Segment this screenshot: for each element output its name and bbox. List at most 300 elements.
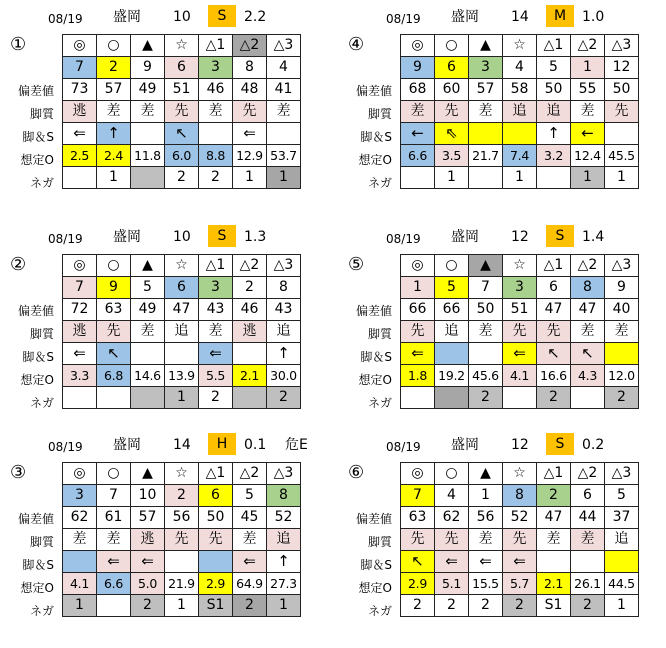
grid-cell: 7 <box>469 277 503 299</box>
race-venue: 盛岡 <box>451 9 479 25</box>
grid-cell <box>199 551 233 573</box>
grid-cell: ☆ <box>165 463 199 485</box>
grid-cell: 6 <box>165 57 199 79</box>
grid-cell: ⇐ <box>199 343 233 365</box>
grid-cell: 47 <box>571 299 605 321</box>
grid-cell: 2.1 <box>537 573 571 595</box>
grid-cell: 差 <box>131 101 165 123</box>
row-label: 偏差値 <box>17 512 54 526</box>
row-label: ネガ <box>29 176 54 190</box>
grid-cell: 差 <box>97 101 131 123</box>
grid-cell: 47 <box>537 299 571 321</box>
race-venue: 盛岡 <box>113 437 141 453</box>
runner-count: 12 <box>511 437 529 453</box>
grid-cell: 1 <box>571 57 605 79</box>
grid-cell <box>503 387 537 409</box>
grid-cell: ↖ <box>165 123 199 145</box>
row-label: ネガ <box>367 176 392 190</box>
race-grade-badge: S <box>208 5 236 27</box>
row-label: 脚質 <box>367 107 392 121</box>
grid-cell: 追 <box>267 321 301 343</box>
grid-cell: ▲ <box>469 35 503 57</box>
running-style-row <box>63 321 301 343</box>
grid-cell <box>435 343 469 365</box>
grid-cell: 2 <box>469 595 503 617</box>
grid-cell: 62 <box>435 507 469 529</box>
estimated-odds-row <box>63 145 301 167</box>
danger-tag: 危E <box>285 437 308 453</box>
grid-cell: 57 <box>97 79 131 101</box>
grid-cell: ⇖ <box>435 123 469 145</box>
race-header <box>10 224 332 248</box>
grid-cell <box>401 387 435 409</box>
grid-cell: ↖ <box>571 343 605 365</box>
grid-cell: 差 <box>469 321 503 343</box>
grid-cell <box>605 343 639 365</box>
grid-cell: △1 <box>537 35 571 57</box>
grid-cell: 5 <box>605 485 639 507</box>
grid-cell: ⇐ <box>233 551 267 573</box>
pace-row <box>401 551 639 573</box>
grid-cell: 1 <box>435 167 469 189</box>
race-grid <box>400 34 639 189</box>
runner-count: 12 <box>511 229 529 245</box>
grid-cell: 差 <box>401 101 435 123</box>
grid-cell: ↖ <box>537 343 571 365</box>
negative-row <box>401 595 639 617</box>
grid-cell: 58 <box>503 79 537 101</box>
grid-cell: 3.2 <box>537 145 571 167</box>
row-label: 脚＆S <box>360 130 392 144</box>
grid-cell: 44 <box>571 507 605 529</box>
grid-cell: 14.6 <box>131 365 165 387</box>
grid-cell: 先 <box>165 101 199 123</box>
grid-cell: 先 <box>537 321 571 343</box>
grid-cell: 先 <box>605 101 639 123</box>
negative-row <box>63 167 301 189</box>
grid-cell: 46 <box>233 299 267 321</box>
grid-cell: 30.0 <box>267 365 301 387</box>
grid-cell <box>63 167 97 189</box>
grid-cell: 3 <box>199 57 233 79</box>
race-panel <box>348 4 666 214</box>
grid-cell: 7 <box>401 485 435 507</box>
grid-cell: 3 <box>469 57 503 79</box>
mark-row <box>63 35 301 57</box>
grid-cell: 4.1 <box>63 573 97 595</box>
grid-cell: 2 <box>165 167 199 189</box>
grid-cell: ⇐ <box>131 551 165 573</box>
grid-cell: 4.1 <box>503 365 537 387</box>
horse-number-row <box>401 57 639 79</box>
grid-cell: 8 <box>571 277 605 299</box>
grid-cell <box>131 123 165 145</box>
grid-cell: 5.1 <box>435 573 469 595</box>
grid-cell: ◎ <box>401 35 435 57</box>
horse-number-row <box>401 277 639 299</box>
row-label: 偏差値 <box>355 84 392 98</box>
grid-cell: 1 <box>233 167 267 189</box>
deviation-row <box>401 299 639 321</box>
grid-cell: 19.2 <box>435 365 469 387</box>
grid-cell: 2 <box>537 485 571 507</box>
grid-cell: △1 <box>199 35 233 57</box>
grid-cell <box>165 551 199 573</box>
race-venue: 盛岡 <box>113 229 141 245</box>
race-date: 08/19 <box>386 440 421 454</box>
grid-cell: △3 <box>267 35 301 57</box>
grid-cell: 追 <box>605 529 639 551</box>
grid-cell: ◎ <box>401 463 435 485</box>
grid-cell: 逃 <box>131 529 165 551</box>
row-label: 脚＆S <box>360 558 392 572</box>
race-number: ⑤ <box>348 254 365 275</box>
race-date: 08/19 <box>48 12 83 26</box>
grid-cell: 2 <box>131 595 165 617</box>
grid-cell <box>131 343 165 365</box>
grid-cell: 4 <box>503 57 537 79</box>
deviation-row <box>63 299 301 321</box>
mark-row <box>401 35 639 57</box>
race-header <box>348 432 666 456</box>
race-date: 08/19 <box>386 232 421 246</box>
grid-cell: 50 <box>469 299 503 321</box>
grid-cell: 9 <box>401 57 435 79</box>
grid-cell: 47 <box>165 299 199 321</box>
grid-cell: 43 <box>267 299 301 321</box>
grid-cell <box>401 167 435 189</box>
grid-cell: 1 <box>97 167 131 189</box>
grid-cell: 差 <box>63 529 97 551</box>
grid-cell: 45 <box>233 507 267 529</box>
grid-cell: 21.7 <box>469 145 503 167</box>
row-label: 脚＆S <box>22 350 54 364</box>
mark-row <box>401 255 639 277</box>
grid-cell: 50 <box>199 507 233 529</box>
grid-cell: 先 <box>97 321 131 343</box>
race-grid <box>400 462 639 617</box>
grid-cell: ↑ <box>267 343 301 365</box>
grid-cell: 72 <box>63 299 97 321</box>
grid-cell: 1 <box>469 485 503 507</box>
grid-cell: △2 <box>571 255 605 277</box>
grid-cell <box>233 343 267 365</box>
grid-cell <box>537 551 571 573</box>
mark-row <box>63 255 301 277</box>
grid-cell: ▲ <box>131 255 165 277</box>
grid-cell: 12.4 <box>571 145 605 167</box>
runner-count: 10 <box>173 9 191 25</box>
pace-row <box>63 343 301 365</box>
race-panel <box>348 432 666 642</box>
row-label: 脚＆S <box>360 350 392 364</box>
race-grade-badge: H <box>208 433 236 455</box>
race-number: ② <box>10 254 27 275</box>
grid-cell: 55 <box>571 79 605 101</box>
grid-cell: 3 <box>63 485 97 507</box>
row-label: ネガ <box>367 604 392 618</box>
grid-cell: ⇐ <box>469 551 503 573</box>
grid-cell: 2.5 <box>63 145 97 167</box>
race-grid <box>62 34 301 189</box>
grid-cell: 8 <box>267 277 301 299</box>
grid-cell: 差 <box>233 529 267 551</box>
grid-cell: 7 <box>97 485 131 507</box>
row-label: 想定O <box>358 153 392 167</box>
grid-cell: ⇐ <box>401 343 435 365</box>
negative-row <box>63 387 301 409</box>
grid-cell: ○ <box>435 255 469 277</box>
grid-cell <box>435 387 469 409</box>
grid-cell: 差 <box>97 529 131 551</box>
grid-cell: 差 <box>571 529 605 551</box>
grid-cell: ↑ <box>97 123 131 145</box>
grid-cell: 追 <box>503 101 537 123</box>
horse-number-row <box>63 485 301 507</box>
grid-cell: 先 <box>503 529 537 551</box>
grid-cell <box>537 167 571 189</box>
grid-cell: ↖ <box>97 343 131 365</box>
grid-cell: 56 <box>469 507 503 529</box>
negative-row <box>401 167 639 189</box>
row-label: 想定O <box>20 153 54 167</box>
grid-cell: 2 <box>401 595 435 617</box>
grid-cell: ☆ <box>503 35 537 57</box>
grid-cell: 7.4 <box>503 145 537 167</box>
grid-cell <box>503 123 537 145</box>
race-grade-badge: M <box>546 5 574 27</box>
grid-cell: 47 <box>537 507 571 529</box>
grid-cell: 45.6 <box>469 365 503 387</box>
grid-cell <box>571 551 605 573</box>
race-grid <box>62 462 301 617</box>
grid-cell: 追 <box>537 101 571 123</box>
running-style-row <box>401 529 639 551</box>
grid-cell: ○ <box>435 35 469 57</box>
race-grid <box>62 254 301 409</box>
race-panel <box>10 224 332 434</box>
grid-cell: 2 <box>199 387 233 409</box>
row-label: 脚＆S <box>22 558 54 572</box>
grid-cell: 26.1 <box>571 573 605 595</box>
grid-cell: ◎ <box>63 35 97 57</box>
deviation-row <box>401 507 639 529</box>
grid-cell: 63 <box>401 507 435 529</box>
grid-cell: 13.9 <box>165 365 199 387</box>
grid-cell: 48 <box>233 79 267 101</box>
grid-cell: 差 <box>469 101 503 123</box>
race-panel <box>348 224 666 434</box>
grid-cell: 40 <box>605 299 639 321</box>
grid-cell: △2 <box>233 463 267 485</box>
estimated-odds-row <box>63 573 301 595</box>
grid-cell <box>267 123 301 145</box>
grid-cell: 先 <box>435 529 469 551</box>
grid-cell: △2 <box>571 35 605 57</box>
deviation-row <box>401 79 639 101</box>
race-odds: 1.3 <box>244 229 267 245</box>
race-grade-badge: S <box>546 433 574 455</box>
running-style-row <box>63 101 301 123</box>
grid-cell <box>63 387 97 409</box>
row-label: 偏差値 <box>17 84 54 98</box>
race-header <box>348 224 666 248</box>
grid-cell <box>571 387 605 409</box>
grid-cell <box>469 167 503 189</box>
grid-cell: 8.8 <box>199 145 233 167</box>
race-odds: 1.0 <box>582 9 605 25</box>
grid-cell: 2 <box>233 277 267 299</box>
grid-cell: 50 <box>537 79 571 101</box>
grid-cell: 6.0 <box>165 145 199 167</box>
grid-cell: 64.9 <box>233 573 267 595</box>
grid-cell: ▲ <box>131 463 165 485</box>
grid-cell: 44.5 <box>605 573 639 595</box>
grid-cell: ⇐ <box>503 343 537 365</box>
negative-row <box>63 595 301 617</box>
grid-cell: 追 <box>267 529 301 551</box>
row-label: 脚質 <box>29 535 54 549</box>
grid-cell: 56 <box>165 507 199 529</box>
grid-cell: ▲ <box>469 255 503 277</box>
horse-number-row <box>401 485 639 507</box>
pace-row <box>63 123 301 145</box>
grid-cell: 12 <box>605 57 639 79</box>
grid-cell: ○ <box>435 463 469 485</box>
race-odds: 1.4 <box>582 229 605 245</box>
grid-cell <box>199 123 233 145</box>
grid-cell: 2 <box>469 387 503 409</box>
pace-row <box>401 123 639 145</box>
grid-cell: 52 <box>267 507 301 529</box>
grid-cell: ⇐ <box>435 551 469 573</box>
grid-cell: 52 <box>503 507 537 529</box>
grid-cell: 差 <box>537 529 571 551</box>
running-style-row <box>401 321 639 343</box>
grid-cell: 57 <box>469 79 503 101</box>
grid-cell: 66 <box>401 299 435 321</box>
horse-number-row <box>63 57 301 79</box>
grid-cell: 49 <box>131 299 165 321</box>
race-panel <box>10 432 332 642</box>
pace-row <box>63 551 301 573</box>
grid-cell: 6.8 <box>97 365 131 387</box>
grid-cell: 12.0 <box>605 365 639 387</box>
grid-cell: △1 <box>537 255 571 277</box>
grid-cell: 46 <box>199 79 233 101</box>
grid-cell: 2 <box>435 595 469 617</box>
grid-cell: 2 <box>267 387 301 409</box>
grid-cell: 2 <box>605 387 639 409</box>
grid-cell: ☆ <box>165 35 199 57</box>
grid-cell: 27.3 <box>267 573 301 595</box>
runner-count: 10 <box>173 229 191 245</box>
grid-cell <box>97 387 131 409</box>
row-label: ネガ <box>367 396 392 410</box>
grid-cell: 51 <box>165 79 199 101</box>
grid-cell: 5 <box>537 57 571 79</box>
grid-cell: 1 <box>267 167 301 189</box>
grid-cell: 逃 <box>63 101 97 123</box>
grid-cell <box>469 123 503 145</box>
grid-cell: ○ <box>97 35 131 57</box>
grid-cell: 1 <box>165 387 199 409</box>
race-venue: 盛岡 <box>451 437 479 453</box>
grid-cell: ⇐ <box>63 123 97 145</box>
grid-cell: △2 <box>571 463 605 485</box>
grid-cell: △3 <box>605 255 639 277</box>
grid-cell: 21.9 <box>165 573 199 595</box>
grid-cell: 1 <box>401 277 435 299</box>
grid-cell: 12.9 <box>233 145 267 167</box>
estimated-odds-row <box>63 365 301 387</box>
grid-cell: 7 <box>63 277 97 299</box>
runner-count: 14 <box>511 9 529 25</box>
grid-cell: 57 <box>131 507 165 529</box>
grid-cell <box>131 167 165 189</box>
grid-cell: 4 <box>267 57 301 79</box>
grid-cell: ◎ <box>63 255 97 277</box>
grid-cell: 51 <box>503 299 537 321</box>
grid-cell: 1 <box>165 595 199 617</box>
race-number: ④ <box>348 34 365 55</box>
grid-cell: ☆ <box>165 255 199 277</box>
grid-cell: 8 <box>267 485 301 507</box>
grid-cell: 68 <box>401 79 435 101</box>
row-label: 脚質 <box>367 327 392 341</box>
grid-cell <box>63 551 97 573</box>
grid-cell: 1 <box>605 595 639 617</box>
race-venue: 盛岡 <box>113 9 141 25</box>
race-date: 08/19 <box>48 232 83 246</box>
grid-cell: S1 <box>537 595 571 617</box>
running-style-row <box>401 101 639 123</box>
grid-cell: 5 <box>435 277 469 299</box>
race-header <box>10 4 332 28</box>
grid-cell: ☆ <box>503 255 537 277</box>
grid-cell: 5 <box>233 485 267 507</box>
grid-cell: 3 <box>503 277 537 299</box>
grid-cell <box>97 595 131 617</box>
grid-cell: 6 <box>165 277 199 299</box>
grid-cell: 3.5 <box>435 145 469 167</box>
grid-cell: 2 <box>233 595 267 617</box>
grid-cell: △3 <box>605 463 639 485</box>
grid-cell: △2 <box>233 255 267 277</box>
race-header <box>348 4 666 28</box>
horse-number-row <box>63 277 301 299</box>
grid-cell: 4 <box>435 485 469 507</box>
grid-cell: 先 <box>401 529 435 551</box>
grid-cell: 差 <box>131 321 165 343</box>
grid-cell: 2.4 <box>97 145 131 167</box>
estimated-odds-row <box>401 365 639 387</box>
race-venue: 盛岡 <box>451 229 479 245</box>
race-panel <box>10 4 332 214</box>
grid-cell: 1 <box>571 167 605 189</box>
grid-cell: 7 <box>63 57 97 79</box>
grid-cell: ← <box>571 123 605 145</box>
grid-cell: ▲ <box>469 463 503 485</box>
grid-cell: 43 <box>199 299 233 321</box>
row-label: 想定O <box>20 373 54 387</box>
grid-cell: 2 <box>571 595 605 617</box>
runner-count: 14 <box>173 437 191 453</box>
grid-cell: 2 <box>165 485 199 507</box>
grid-cell: 逃 <box>233 321 267 343</box>
grid-cell: 4.3 <box>571 365 605 387</box>
grid-cell: ⇐ <box>503 551 537 573</box>
